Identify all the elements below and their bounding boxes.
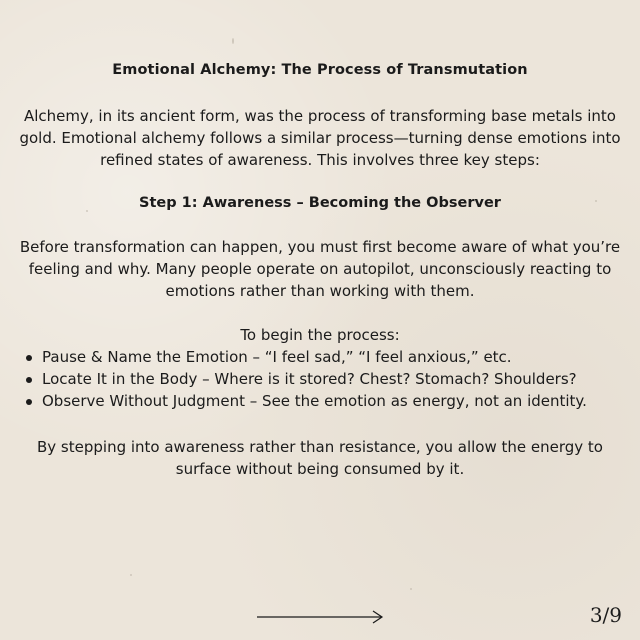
arrow-right-icon[interactable] <box>257 608 385 626</box>
list-item-text: Observe Without Judgment – See the emotion as energy, not an identity. <box>42 392 587 410</box>
list-item <box>22 390 640 412</box>
list-item <box>22 368 640 390</box>
page-title: Emotional Alchemy: The Process of Transmutation <box>112 62 528 78</box>
intro-paragraph: Alchemy, in its ancient form, was the process of transforming base metals into gold. Emotional alchemy follows a similar process—turning dense emotions into refined states of awareness. This involves three key steps: <box>19 107 621 169</box>
list-item-text: Locate It in the Body – Where is it stored? Chest? Stomach? Shoulders? <box>42 370 577 388</box>
paper-speck <box>130 574 132 576</box>
step-paragraph: Before transformation can happen, you must first become aware of what you’re feeling and why. Many people operate on autopilot, unconsciously reacting to emotions rather than working with them. <box>19 238 621 300</box>
list-item <box>22 346 640 368</box>
bullet-icon <box>26 377 32 383</box>
step-bullet-list <box>0 346 640 412</box>
bullet-icon <box>26 399 32 405</box>
list-item-text: Pause & Name the Emotion – “I feel sad,” “I feel anxious,” etc. <box>42 348 512 366</box>
step-title: Step 1: Awareness – Becoming the Observer <box>139 195 501 211</box>
begin-label: To begin the process: <box>240 326 400 344</box>
paper-speck <box>232 38 234 44</box>
paper-speck <box>410 588 412 590</box>
document-body <box>0 60 640 480</box>
bullet-icon <box>26 355 32 361</box>
closing-paragraph: By stepping into awareness rather than resistance, you allow the energy to surface without being consumed by it. <box>37 438 603 478</box>
page-number: 3/9 <box>589 603 622 627</box>
